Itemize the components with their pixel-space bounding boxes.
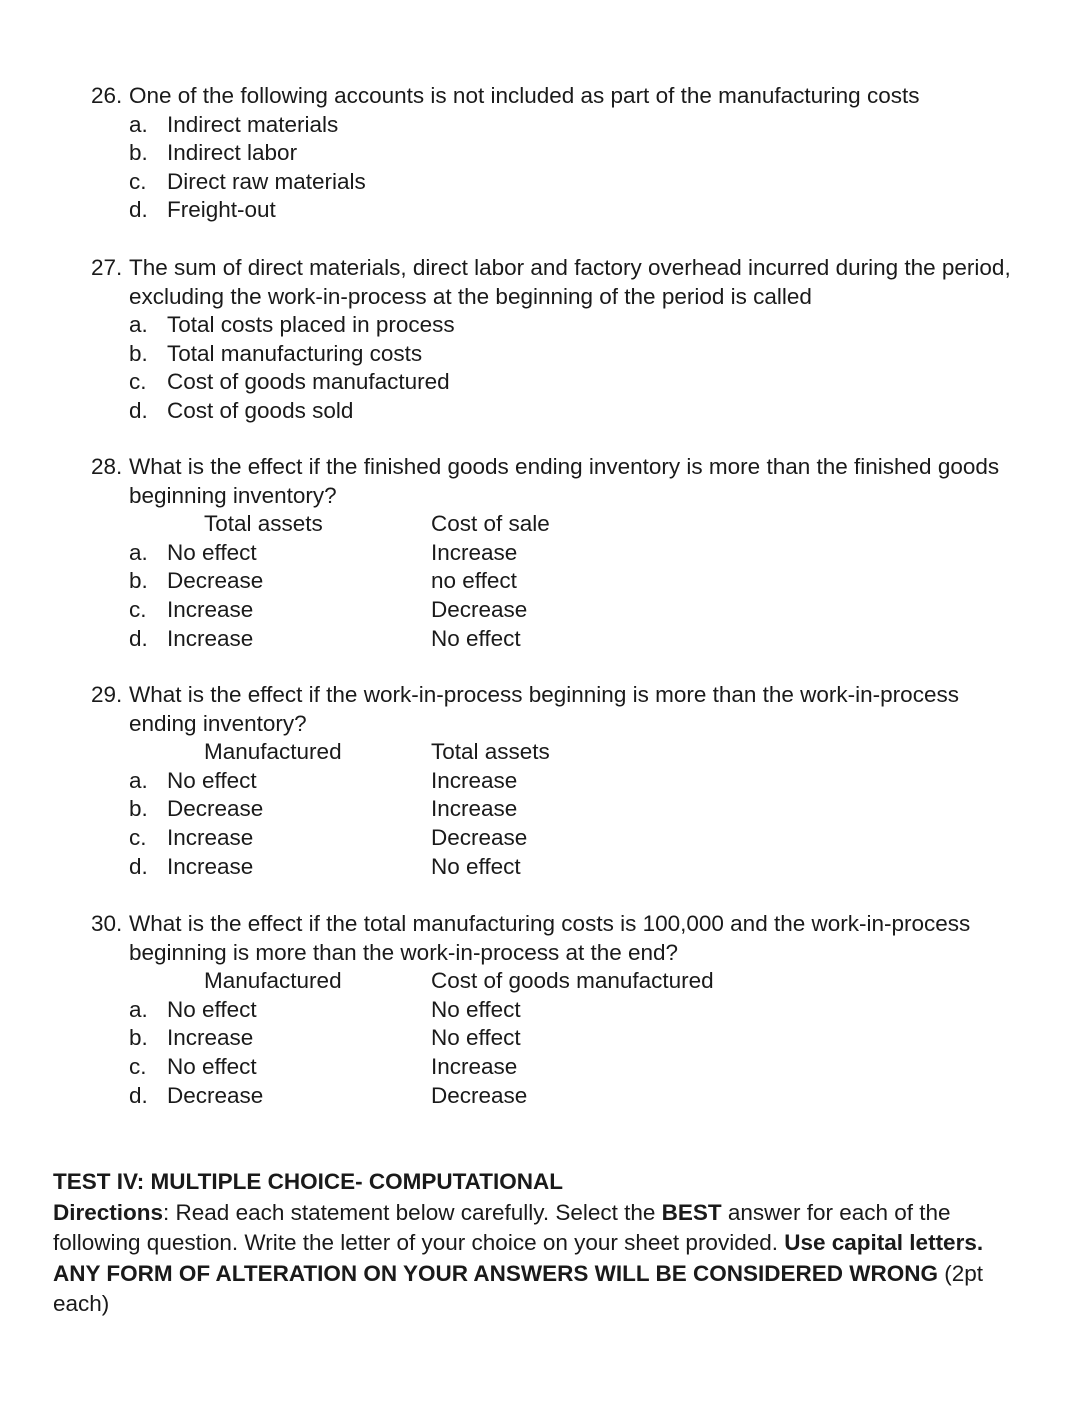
option-a	[91, 311, 1051, 340]
option-a	[91, 539, 1051, 568]
question-text: One of the following accounts is not included as part of the manufacturing costs	[129, 83, 920, 108]
option-col2: Increase	[431, 1053, 518, 1079]
alteration-warning: ANY FORM OF ALTERATION ON YOUR ANSWERS WILL BE CONSIDERED WRONG	[53, 1260, 939, 1286]
option-letter: b.	[129, 796, 148, 822]
option-letter: a.	[129, 767, 148, 793]
option-letter: d.	[129, 1082, 148, 1108]
question-number: 29.	[91, 682, 123, 707]
column-headers	[91, 967, 1051, 996]
test-section	[53, 1167, 1033, 1320]
option-text: Indirect labor	[167, 140, 298, 166]
option-letter: c.	[129, 596, 147, 622]
option-text: Cost of goods manufactured	[167, 369, 450, 395]
option-letter: b.	[129, 140, 148, 166]
option-b	[91, 1024, 1051, 1053]
option-col1: Increase	[167, 824, 254, 850]
option-letter: d.	[129, 397, 148, 423]
option-col2: No effect	[431, 996, 521, 1022]
option-letter: c.	[129, 824, 147, 850]
directions-label: Directions	[53, 1199, 164, 1225]
option-letter: c.	[129, 168, 147, 194]
option-c	[91, 368, 1051, 397]
question-number: 28.	[91, 454, 123, 479]
question-text-continuation: ending inventory?	[129, 710, 307, 736]
option-d	[91, 625, 1051, 654]
test-heading: TEST IV: MULTIPLE CHOICE- COMPUTATIONAL	[53, 1169, 563, 1194]
option-letter: d.	[129, 625, 148, 651]
column-header-1: Manufactured	[204, 968, 342, 994]
option-col2: Increase	[431, 539, 518, 565]
directions-text-2: answer for each of the following question. Write the letter of your choice on your sheet provided.	[53, 1199, 951, 1255]
option-a	[91, 111, 1051, 140]
option-letter: d.	[129, 197, 148, 223]
option-col2: No effect	[431, 1025, 521, 1051]
option-col1: Decrease	[167, 568, 264, 594]
question-text-continuation: beginning inventory?	[129, 482, 337, 508]
option-letter: a.	[129, 312, 148, 338]
option-col1: No effect	[167, 767, 257, 793]
option-text: Total costs placed in process	[167, 312, 455, 338]
option-d	[91, 853, 1051, 882]
column-header-1: Total assets	[204, 511, 323, 537]
option-text: Freight-out	[167, 197, 276, 223]
column-header-2: Total assets	[431, 739, 550, 765]
capital-letters-note: Use capital letters.	[784, 1230, 984, 1255]
option-text: Direct raw materials	[167, 168, 366, 194]
option-col2: No effect	[431, 853, 521, 879]
question-number: 26.	[91, 83, 123, 108]
option-c	[91, 1053, 1051, 1082]
option-a	[91, 996, 1051, 1025]
option-col2: No effect	[431, 625, 521, 651]
question-30	[91, 910, 1051, 1110]
option-a	[91, 767, 1051, 796]
option-col1: Increase	[167, 596, 254, 622]
question-29	[91, 681, 1051, 881]
question-text-continuation: excluding the work-in-process at the beginning of the period is called	[129, 283, 812, 309]
option-letter: d.	[129, 853, 148, 879]
option-b	[91, 340, 1051, 369]
option-col2: Increase	[431, 796, 518, 822]
option-col1: Increase	[167, 1025, 254, 1051]
option-b	[91, 139, 1051, 168]
question-text-continuation: beginning is more than the work-in-process at the end?	[129, 939, 679, 965]
option-d	[91, 1082, 1051, 1111]
option-b	[91, 795, 1051, 824]
option-letter: c.	[129, 1053, 147, 1079]
question-27	[91, 254, 1051, 426]
option-text: Indirect materials	[167, 111, 339, 137]
column-header-2: Cost of goods manufactured	[431, 968, 714, 994]
column-headers	[91, 738, 1051, 767]
option-col1: Decrease	[167, 1082, 264, 1108]
option-text: Cost of goods sold	[167, 397, 354, 423]
question-number: 30.	[91, 911, 123, 936]
option-col2: Decrease	[431, 824, 528, 850]
column-header-2: Cost of sale	[431, 511, 550, 537]
option-col2: Decrease	[431, 1082, 528, 1108]
question-text: What is the effect if the total manufacturing costs is 100,000 and the work-in-process	[129, 911, 971, 936]
option-col1: No effect	[167, 1053, 257, 1079]
option-b	[91, 567, 1051, 596]
question-text: The sum of direct materials, direct labor and factory overhead incurred during the period,	[129, 255, 1011, 280]
option-col1: Increase	[167, 625, 254, 651]
option-letter: b.	[129, 340, 148, 366]
question-26	[91, 82, 1051, 225]
option-col2: Increase	[431, 767, 518, 793]
option-col1: No effect	[167, 996, 257, 1022]
option-text: Total manufacturing costs	[167, 340, 423, 366]
option-d	[91, 196, 1051, 225]
option-col2: no effect	[431, 568, 517, 594]
test-directions	[53, 1198, 1033, 1320]
option-col1: Decrease	[167, 796, 264, 822]
question-text: What is the effect if the work-in-process beginning is more than the work-in-process	[129, 682, 959, 707]
question-number: 27.	[91, 255, 123, 280]
option-letter: b.	[129, 1025, 148, 1051]
points-note: (2pt each)	[53, 1260, 984, 1316]
option-col2: Decrease	[431, 596, 528, 622]
option-letter: a.	[129, 539, 148, 565]
option-letter: c.	[129, 369, 147, 395]
option-c	[91, 168, 1051, 197]
question-text: What is the effect if the finished goods ending inventory is more than the finished goods	[129, 454, 1000, 479]
directions-text-1: : Read each statement below carefully. Select the	[163, 1199, 662, 1225]
option-col1: No effect	[167, 539, 257, 565]
option-d	[91, 397, 1051, 426]
option-letter: b.	[129, 568, 148, 594]
option-letter: a.	[129, 111, 148, 137]
column-headers	[91, 510, 1051, 539]
option-letter: a.	[129, 996, 148, 1022]
option-col1: Increase	[167, 853, 254, 879]
best-emphasis: BEST	[661, 1199, 722, 1225]
option-c	[91, 824, 1051, 853]
column-header-1: Manufactured	[204, 739, 342, 765]
option-c	[91, 596, 1051, 625]
question-28	[91, 453, 1051, 653]
